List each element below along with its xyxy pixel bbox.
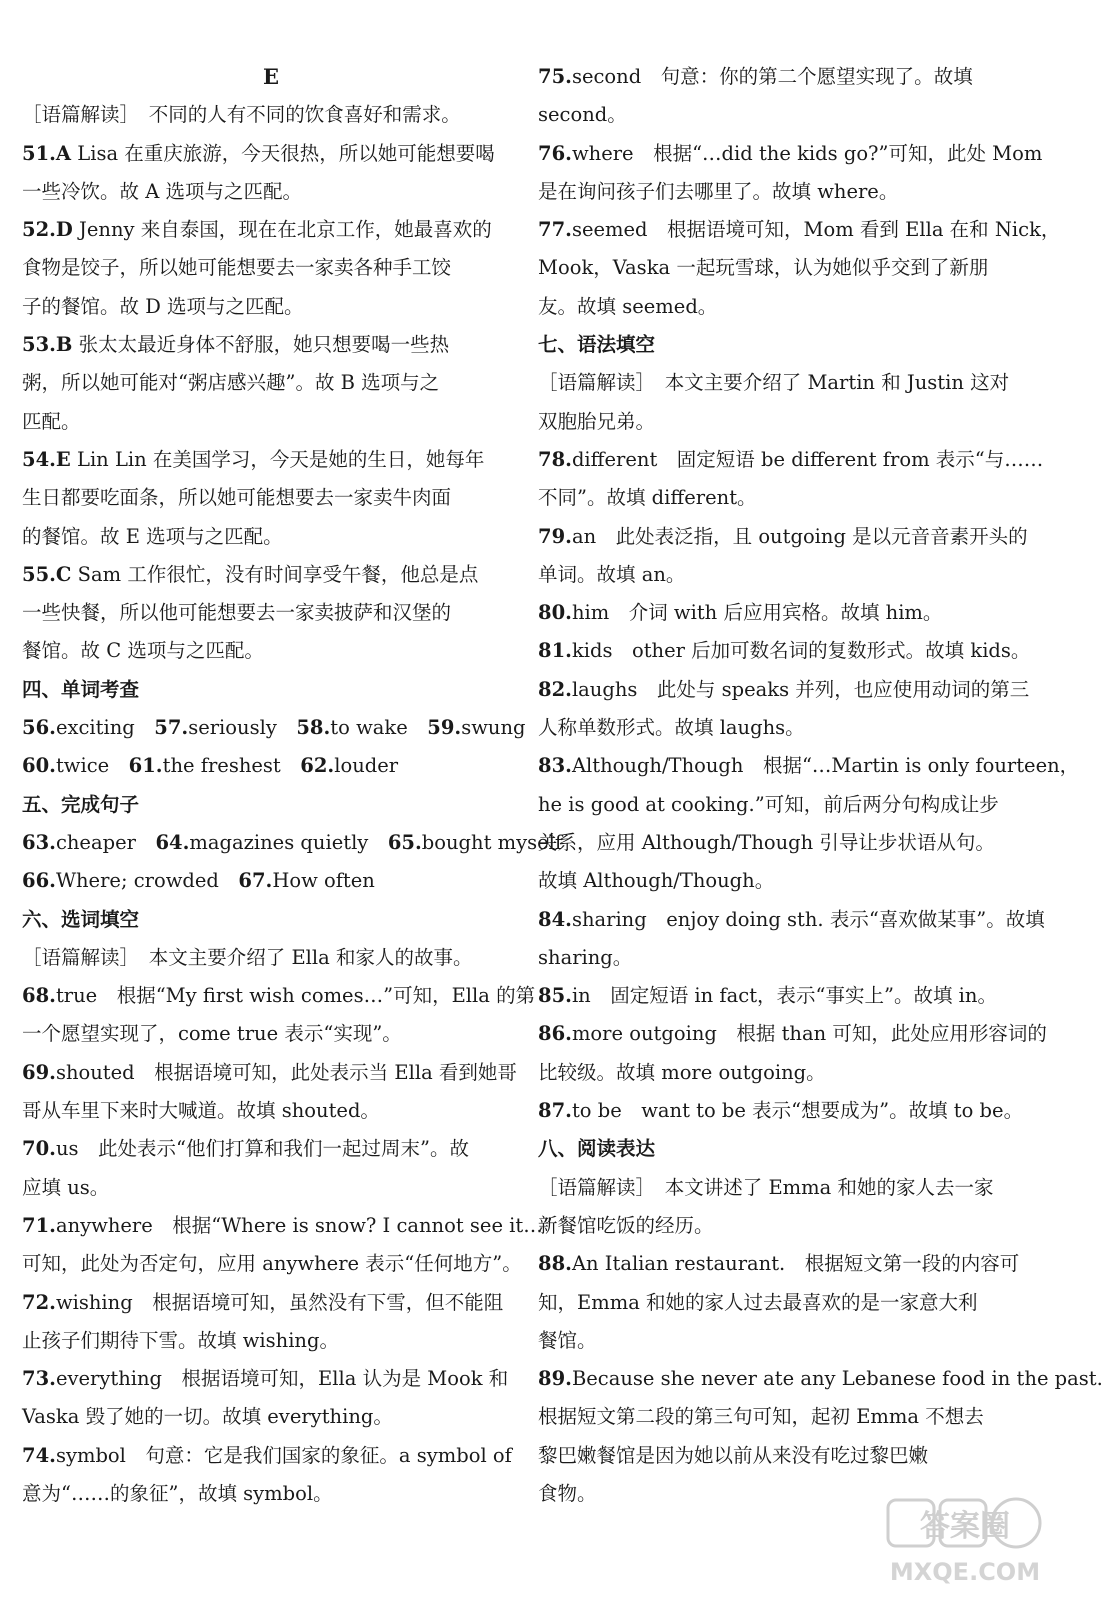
text-line — [538, 403, 1038, 441]
text-line — [22, 1130, 520, 1168]
text-line — [22, 1322, 520, 1360]
question-number: 76. — [538, 141, 572, 165]
text-line — [538, 632, 1038, 670]
line-text: 关系，应用 Although/Though 引导让步状语从句。 — [538, 830, 995, 854]
line-text: 匹配。 — [22, 409, 81, 433]
question-number: 75. — [538, 65, 572, 88]
text-line — [22, 364, 520, 402]
line-text: Vaska 毁了她的一切。故填 everything。 — [22, 1405, 393, 1429]
text-line — [538, 1360, 1103, 1398]
answer-number: 58. — [296, 716, 331, 740]
line-text: shouted 根据语境可知，此处表示当 Ella 看到她哥 — [55, 1060, 517, 1084]
line-text: Because she never ate any Lebanese food in the past. — [571, 1367, 1103, 1391]
question-number: 84. — [538, 907, 572, 931]
line-text: 友。故填 seemed。 — [538, 294, 718, 318]
text-line — [22, 1207, 553, 1245]
line-text: he is good at cooking.”可知，前后两分句构成让步 — [538, 792, 999, 816]
line-text: 黎巴嫩餐馆是因为她以前从来没有吃过黎巴嫩 — [538, 1443, 929, 1467]
text-line — [538, 1245, 1038, 1283]
question-number: 55.C — [22, 562, 72, 586]
line-text: 知，Emma 和她的家人过去最喜欢的是一家意大利 — [538, 1290, 978, 1314]
line-text: ［语篇解读］ 本文讲述了 Emma 和她的家人去一家 — [538, 1175, 994, 1199]
text-line — [22, 1398, 520, 1436]
line-text: 四、单词考查 — [22, 677, 140, 701]
line-text: where 根据“…did the kids go?”可知，此处 Mom — [571, 141, 1043, 165]
question-number: 68. — [22, 984, 56, 1008]
text-line — [538, 1169, 1038, 1207]
answer-text: the freshest — [162, 754, 281, 778]
line-text: 是在询问孩子们去哪里了。故填 where。 — [538, 179, 899, 203]
answer-number: 67. — [238, 869, 273, 893]
text-line — [22, 518, 520, 556]
question-number: 81. — [538, 639, 572, 663]
line-text: second。 — [538, 103, 627, 127]
text-line — [22, 556, 520, 594]
text-line — [538, 479, 1038, 517]
line-text: 生日都要吃面条，所以她可能想要去一家卖牛肉面 — [22, 486, 452, 510]
text-line — [22, 632, 520, 670]
question-number: 51.A — [22, 141, 72, 165]
line-text: ［语篇解读］ 本文主要介绍了 Ella 和家人的故事。 — [22, 945, 473, 969]
line-text: 止孩子们期待下雪。故填 wishing。 — [22, 1328, 339, 1352]
section-heading — [22, 901, 520, 939]
question-number: 54.E — [22, 447, 71, 471]
line-text: 单词。故填 an。 — [538, 562, 686, 586]
line-text: Sam 工作很忙，没有时间享受午餐，他总是点 — [71, 562, 479, 586]
answer-text: seriously — [188, 716, 277, 740]
text-line — [538, 901, 1045, 939]
text-line — [22, 1437, 520, 1475]
text-line — [22, 709, 526, 747]
answer-text: swung — [461, 716, 526, 740]
text-line — [22, 211, 520, 249]
question-number: 80. — [538, 601, 572, 625]
line-text: E — [262, 64, 279, 89]
line-text: 一些快餐，所以他可能想要去一家卖披萨和汉堡的 — [22, 601, 452, 625]
text-line — [22, 441, 520, 479]
text-line — [22, 1360, 520, 1398]
question-number: 69. — [22, 1060, 56, 1084]
text-line — [538, 709, 1038, 747]
line-text: 六、选词填空 — [22, 907, 140, 931]
question-number: 72. — [22, 1290, 56, 1314]
text-line — [22, 862, 520, 900]
line-text: 张太太最近身体不舒服，她只想要喝一些热 — [72, 333, 450, 357]
line-text: him 介词 with 后应用宾格。故填 him。 — [571, 601, 943, 625]
text-line — [538, 556, 1038, 594]
answer-number: 64. — [155, 830, 190, 854]
line-text: different 固定短语 be different from 表示“与…… — [571, 447, 1044, 471]
text-line — [538, 594, 1038, 632]
text-line — [538, 1092, 1038, 1130]
line-text: 应填 us。 — [22, 1175, 110, 1199]
text-line — [22, 326, 520, 364]
section-title — [22, 58, 520, 96]
line-text: sharing enjoy doing sth. 表示“喜欢做某事”。故填 — [571, 907, 1045, 931]
line-text: second 句意：你的第二个愿望实现了。故填 — [571, 65, 973, 88]
text-line — [538, 1284, 1038, 1322]
answer-number: 61. — [128, 754, 163, 778]
question-number: 88. — [538, 1252, 572, 1276]
text-line — [22, 939, 520, 977]
line-text: ［语篇解读］ 不同的人有不同的饮食喜好和需求。 — [22, 103, 461, 127]
text-line — [538, 1398, 1038, 1436]
line-text: to be want to be 表示“想要成为”。故填 to be。 — [571, 1099, 1024, 1123]
line-text: an 此处表泛指，且 outgoing 是以元音音素开头的 — [571, 524, 1028, 548]
line-text: more outgoing 根据 than 可知，此处应用形容词的 — [571, 1022, 1047, 1046]
question-number: 78. — [538, 447, 572, 471]
text-line — [22, 747, 520, 785]
line-text: 粥，所以她可能对“粥店感兴趣”。故 B 选项与之 — [22, 371, 440, 395]
answer-text: Where; crowded — [55, 869, 219, 893]
line-text: 食物。 — [538, 1481, 597, 1505]
line-text: 一个愿望实现了，come true 表示“实现”。 — [22, 1022, 402, 1046]
question-number: 53.B — [22, 333, 73, 357]
answer-text: exciting — [55, 716, 135, 740]
text-line — [22, 1475, 520, 1513]
question-number: 82. — [538, 677, 572, 701]
text-line — [22, 594, 520, 632]
line-text: wishing 根据语境可知，虽然没有下雪，但不能阻 — [55, 1290, 504, 1314]
answer-text: bought myself — [421, 830, 563, 854]
text-line — [538, 249, 1038, 287]
line-text: 新餐馆吃饭的经历。 — [538, 1213, 714, 1237]
question-number: 52.D — [22, 218, 73, 242]
line-text: 比较级。故填 more outgoing。 — [538, 1060, 826, 1084]
text-line — [538, 1437, 1038, 1475]
answer-text: to wake — [330, 716, 408, 740]
answer-number: 62. — [300, 754, 335, 778]
right-column — [538, 58, 1103, 1513]
question-number: 74. — [22, 1443, 56, 1467]
question-number: 86. — [538, 1022, 572, 1046]
text-line — [538, 1054, 1038, 1092]
text-line — [22, 1092, 520, 1130]
answer-text: magazines quietly — [189, 830, 369, 854]
question-number: 70. — [22, 1137, 56, 1161]
line-text: 七、语法填空 — [538, 333, 656, 357]
line-text: everything 根据语境可知，Ella 认为是 Mook 和 — [55, 1367, 509, 1391]
text-line — [22, 1284, 520, 1322]
section-heading — [22, 786, 520, 824]
question-number: 89. — [538, 1367, 572, 1391]
line-text: 餐馆。 — [538, 1328, 597, 1352]
text-line — [538, 747, 1080, 785]
question-number: 71. — [22, 1213, 56, 1237]
line-text: 不同”。故填 different。 — [538, 486, 757, 510]
text-line — [22, 977, 536, 1015]
text-line — [538, 288, 1038, 326]
line-text: ［语篇解读］ 本文主要介绍了 Martin 和 Justin 这对 — [538, 371, 1010, 395]
text-line — [538, 173, 1038, 211]
text-line — [538, 58, 1038, 96]
answer-number: 60. — [22, 754, 56, 778]
text-line — [22, 288, 520, 326]
text-line — [22, 1169, 520, 1207]
answer-number: 63. — [22, 830, 56, 854]
text-line — [22, 173, 520, 211]
text-line — [22, 1015, 520, 1053]
text-line — [538, 441, 1044, 479]
text-line — [538, 862, 1038, 900]
answer-number: 56. — [22, 716, 56, 740]
line-text: Jenny 来自泰国，现在在北京工作，她最喜欢的 — [72, 218, 492, 242]
answer-text: cheaper — [55, 830, 136, 854]
answer-number: 57. — [154, 716, 189, 740]
question-number: 87. — [538, 1099, 572, 1123]
line-text: 可知，此处为否定句，应用 anywhere 表示“任何地方”。 — [22, 1252, 522, 1276]
line-text: 双胞胎兄弟。 — [538, 409, 656, 433]
line-text: symbol 句意：它是我们国家的象征。a symbol of — [55, 1443, 512, 1467]
line-text: Lisa 在重庆旅游，今天很热，所以她可能想要喝 — [71, 141, 495, 165]
section-heading — [538, 1130, 1038, 1168]
answer-text: louder — [334, 754, 399, 778]
answer-number: 66. — [22, 869, 56, 893]
svg-text:MXQE.COM: MXQE.COM — [889, 1558, 1041, 1586]
text-line — [22, 96, 520, 134]
text-line — [538, 1322, 1038, 1360]
text-line — [538, 786, 1038, 824]
section-heading — [22, 671, 520, 709]
line-text: 食物是饺子，所以她可能想要去一家卖各种手工饺 — [22, 256, 452, 280]
question-number: 85. — [538, 984, 572, 1008]
question-number: 83. — [538, 754, 572, 778]
text-line — [538, 939, 1038, 977]
line-text: 人称单数形式。故填 laughs。 — [538, 716, 805, 740]
line-text: 意为“……的象征”，故填 symbol。 — [22, 1481, 333, 1505]
text-line — [22, 1054, 520, 1092]
text-line — [22, 403, 520, 441]
line-text: in 固定短语 in fact，表示“事实上”。故填 in。 — [571, 984, 997, 1008]
line-text: 餐馆。故 C 选项与之匹配。 — [22, 639, 264, 663]
text-line — [22, 249, 520, 287]
line-text: sharing。 — [538, 945, 633, 969]
svg-text:答案圈: 答案圈 — [920, 1509, 1010, 1544]
text-line — [538, 135, 1043, 173]
line-text: 哥从车里下来时大喊道。故填 shouted。 — [22, 1099, 380, 1123]
answer-text: twice — [55, 754, 110, 778]
text-line — [538, 824, 1038, 862]
line-text: 子的餐馆。故 D 选项与之匹配。 — [22, 294, 304, 318]
text-line — [22, 479, 520, 517]
line-text: 的餐馆。故 E 选项与之匹配。 — [22, 524, 283, 548]
text-line — [538, 364, 1038, 402]
line-text: kids other 后加可数名词的复数形式。故填 kids。 — [571, 639, 1031, 663]
line-text: laughs 此处与 speaks 并列，也应使用动词的第三 — [571, 677, 1030, 701]
question-number: 73. — [22, 1367, 56, 1391]
text-line — [22, 135, 520, 173]
line-text: true 根据“My first wish comes…”可知，Ella 的第 — [55, 984, 536, 1008]
text-line — [538, 518, 1038, 556]
watermark-logo — [880, 1492, 1050, 1592]
text-line — [538, 96, 1038, 134]
line-text: seemed 根据语境可知，Mom 看到 Ella 在和 Nick， — [571, 218, 1061, 242]
answer-text: How often — [272, 869, 375, 893]
line-text: 故填 Although/Though。 — [538, 869, 775, 893]
line-text: us 此处表示“他们打算和我们一起过周末”。故 — [55, 1137, 469, 1161]
line-text: Lin Lin 在美国学习，今天是她的生日，她每年 — [70, 447, 485, 471]
text-line — [538, 1207, 1038, 1245]
text-line — [538, 671, 1038, 709]
line-text: anywhere 根据“Where is snow? I cannot see it…” — [55, 1213, 553, 1237]
line-text: 根据短文第二段的第三句可知，起初 Emma 不想去 — [538, 1405, 984, 1429]
line-text: 一些冷饮。故 A 选项与之匹配。 — [22, 179, 302, 203]
text-line — [538, 977, 1038, 1015]
text-line — [22, 824, 563, 862]
line-text: Although/Though 根据“…Martin is only fourteen， — [571, 754, 1080, 778]
answer-number: 65. — [387, 830, 422, 854]
line-text: An Italian restaurant. 根据短文第一段的内容可 — [571, 1252, 1020, 1276]
line-text: 八、阅读表达 — [538, 1137, 656, 1161]
text-line — [538, 211, 1061, 249]
line-text: 五、完成句子 — [22, 792, 140, 816]
question-number: 79. — [538, 524, 572, 548]
text-line — [22, 1245, 520, 1283]
line-text: Mook，Vaska 一起玩雪球，认为她似乎交到了新朋 — [538, 256, 989, 280]
question-number: 77. — [538, 218, 572, 242]
text-line — [538, 1015, 1047, 1053]
answer-number: 59. — [427, 716, 462, 740]
section-heading — [538, 326, 1038, 364]
